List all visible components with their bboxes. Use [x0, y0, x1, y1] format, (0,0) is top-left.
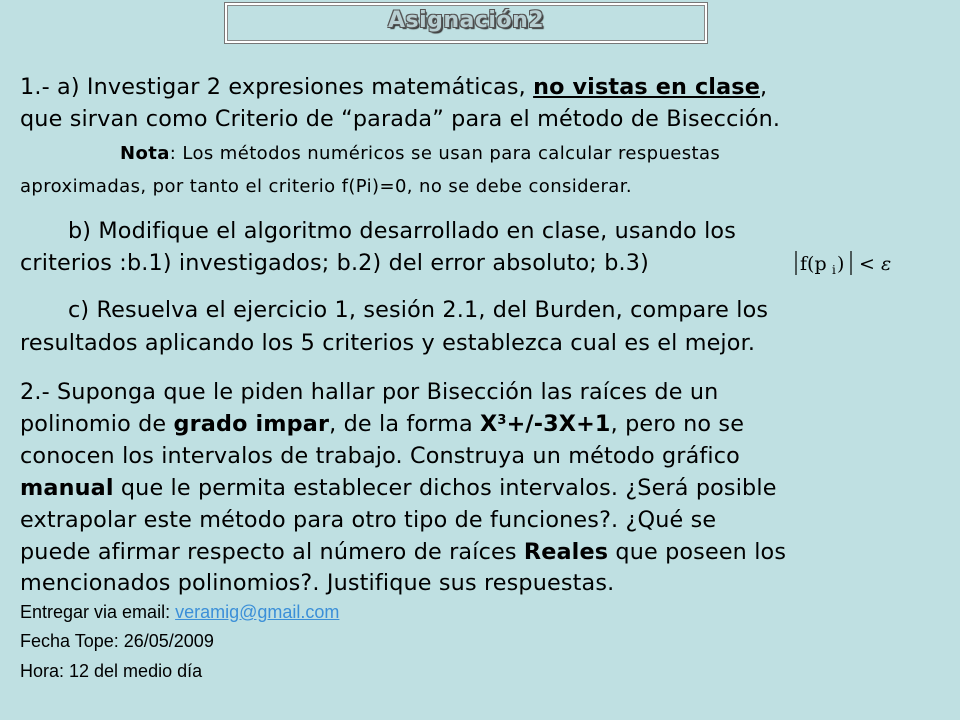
q2-line-6: [20, 537, 786, 567]
q2-line-7: mencionados polinomios?. Justifique sus respuestas.: [20, 570, 615, 596]
nota-line-2: aproximadas, por tanto el criterio f(Pi)=0, no se debe considerar.: [20, 176, 632, 197]
title-box: [224, 2, 708, 44]
q2-bold-reales: Reales: [523, 539, 609, 565]
q2-line-4-text: que le permita establecer dichos intervalos. ¿Será posible: [113, 475, 777, 501]
q2-line-2-end: , pero no se: [610, 411, 745, 437]
footer-email-line: [20, 601, 339, 623]
q2-line-2: [20, 409, 744, 439]
q2-line-1: 2.- Suponga que le piden hallar por Bisección las raíces de un: [20, 379, 719, 405]
formula-close: ): [837, 253, 845, 275]
q2-line-2-mid: , de la forma: [329, 411, 481, 437]
q1-line-1: [20, 72, 767, 102]
polynomial: [480, 411, 611, 437]
q2-line-2-text: polinomio de: [20, 411, 174, 437]
q1b-line-2: criterios :b.1) investigados; b.2) del error absoluto; b.3): [20, 250, 649, 276]
abs-f-pi-less-epsilon-formula: [793, 247, 905, 279]
poly-rest: +/-3X+1: [506, 411, 611, 437]
q2-line-5: extrapolar este método para otro tipo de funciones?. ¿Qué se: [20, 507, 717, 533]
nota-label: Nota: [120, 143, 170, 164]
q2-line-4: [20, 473, 777, 503]
q1b-line-1: b) Modifique el algoritmo desarrollado en clase, usando los: [68, 218, 736, 244]
q2-line-3: conocen los intervalos de trabajo. Construya un método gráfico: [20, 443, 740, 469]
formula-relation: < ε: [859, 253, 892, 275]
q2-bold-grado-impar: grado impar: [173, 411, 330, 437]
formula-expr: f(p: [800, 253, 827, 275]
nota-text: : Los métodos numéricos se usan para calcular respuestas: [169, 143, 721, 164]
q1-line-1-end: ,: [760, 74, 768, 100]
q1-underlined-phrase: no vistas en clase: [533, 74, 760, 100]
q1c-line-1: c) Resuelva el ejercicio 1, sesión 2.1, del Burden, compare los: [68, 297, 769, 323]
formula-subscript: i: [832, 263, 836, 277]
poly-x: X: [480, 411, 498, 437]
q1c-line-2: resultados aplicando los 5 criterios y establezca cual es el mejor.: [20, 330, 756, 356]
footer-hour: Hora: 12 del medio día: [20, 661, 203, 681]
q1-line-1-text: 1.- a) Investigar 2 expresiones matemáticas,: [20, 74, 534, 100]
email-link[interactable]: veramig@gmail.com: [175, 602, 340, 622]
q2-bold-manual: manual: [20, 475, 114, 501]
q2-line-6-end: que poseen los: [608, 539, 787, 565]
poly-exponent: 3: [497, 413, 507, 428]
page-title: Asignación2: [387, 8, 545, 33]
email-label: Entregar via email:: [20, 602, 176, 622]
nota-line-1: [120, 139, 720, 169]
q2-line-6-text: puede afirmar respecto al número de raíces: [20, 539, 524, 565]
footer-deadline: Fecha Tope: 26/05/2009: [20, 631, 214, 651]
q1-line-2: que sirvan como Criterio de “parada” para el método de Bisección.: [20, 106, 781, 132]
